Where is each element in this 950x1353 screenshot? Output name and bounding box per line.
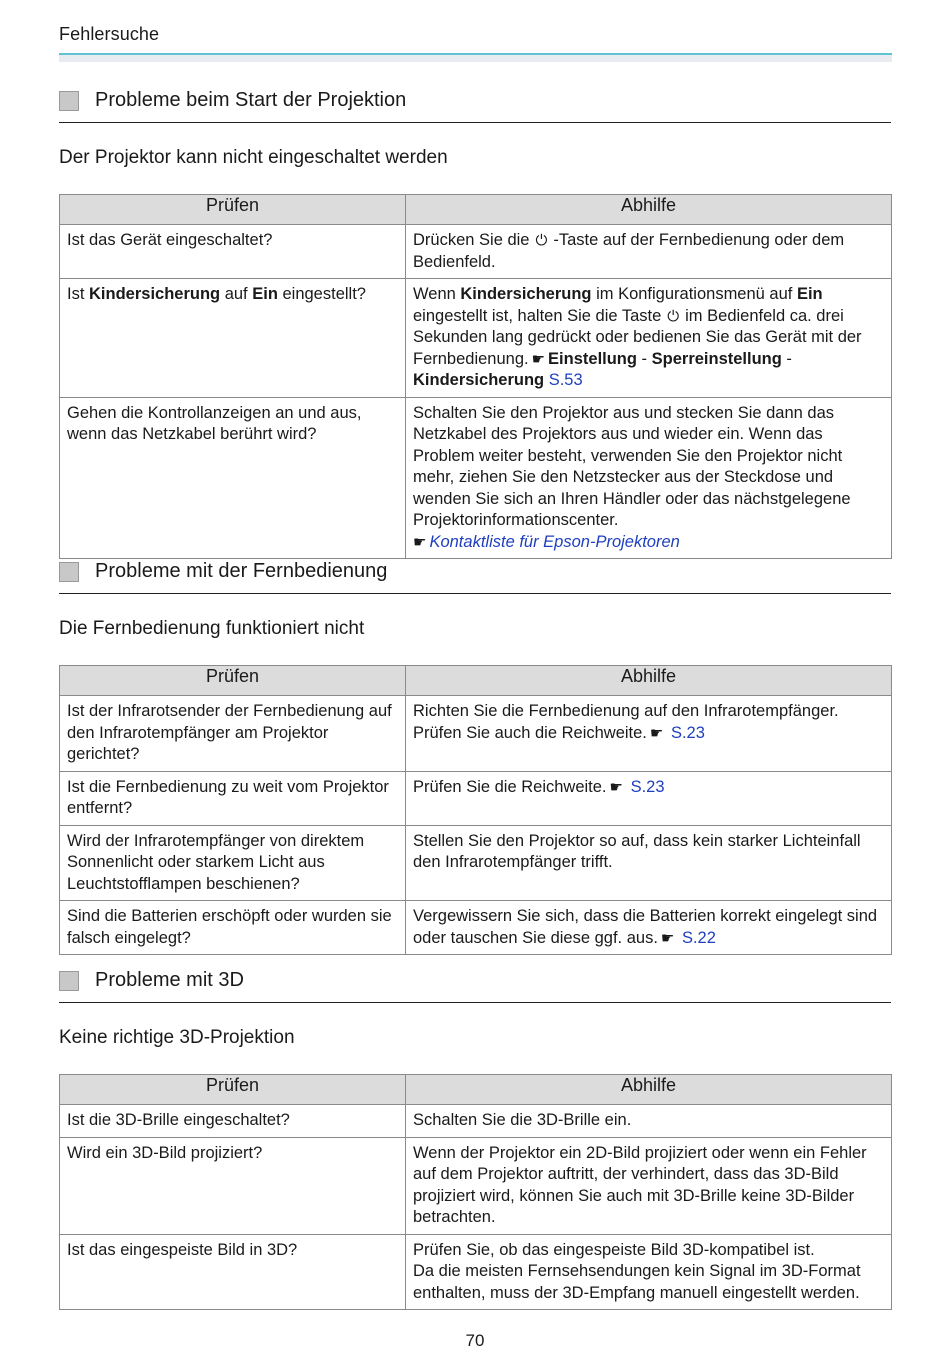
- remedy-cell: Stellen Sie den Projektor so auf, dass kein starker Lichteinfall den Infrarotempfänger trifft.: [406, 825, 892, 901]
- remedy-cell: [406, 901, 892, 955]
- menu-path-item: Kindersicherung: [413, 371, 545, 389]
- section-heading: [59, 85, 891, 123]
- remedy-cell: [406, 225, 892, 279]
- table-row: [60, 1105, 892, 1138]
- check-cell: Ist das eingespeiste Bild in 3D?: [60, 1234, 406, 1310]
- remedy-cell: [406, 696, 892, 772]
- table-row: [60, 696, 892, 772]
- power-icon: ⏻: [667, 307, 680, 325]
- page-header-title: Fehlersuche: [59, 24, 160, 44]
- table-header-row: [60, 195, 892, 225]
- column-header-remedy: Abhilfe: [406, 1075, 892, 1105]
- column-header-remedy: Abhilfe: [406, 195, 892, 225]
- column-header-check: Prüfen: [60, 195, 406, 225]
- check-cell: Wird ein 3D-Bild projiziert?: [60, 1137, 406, 1234]
- remedy-text: Wenn: [413, 285, 461, 303]
- menu-path-item: Sperreinstellung: [651, 349, 782, 368]
- pointing-hand-icon: ☛: [609, 778, 623, 796]
- subsection-title: Die Fernbedienung funktioniert nicht: [59, 618, 365, 639]
- check-cell: Ist das Gerät eingeschaltet?: [60, 225, 406, 279]
- check-cell: Wird der Infrarotempfänger von direktem Sonnenlicht oder starkem Licht aus Leuchtstofflampen beschienen?: [60, 825, 406, 901]
- troubleshooting-table: [59, 665, 892, 955]
- check-keyword: Ein: [252, 285, 278, 303]
- remedy-text: im Bedienfeld ca. drei Sekunden lang gedrückt oder bedienen Sie das Gerät mit der Fernbedienung.: [413, 306, 862, 368]
- pointing-hand-icon: ☛: [660, 929, 675, 947]
- menu-path-separator: -: [636, 349, 652, 368]
- page-reference-link[interactable]: S.23: [630, 777, 665, 796]
- page-number: 70: [465, 1331, 485, 1350]
- section-remote-problems: [59, 556, 891, 955]
- remedy-text: Drücken Sie die: [413, 231, 530, 249]
- section-title: Probleme mit 3D: [95, 969, 244, 991]
- remedy-text: Prüfen Sie die Reichweite.: [413, 777, 607, 796]
- check-cell: Ist der Infrarotsender der Fernbedienung auf den Infrarotempfänger am Projektor gerichtet?: [60, 696, 406, 772]
- subsection-title: Der Projektor kann nicht eingeschaltet werden: [59, 147, 448, 168]
- table-row: [60, 1137, 892, 1234]
- remedy-text: Schalten Sie den Projektor aus und stecken Sie dann das Netzkabel des Projektors aus und wieder ein. Wenn das Problem weiter besteht, verwenden Sie den Projektor nicht mehr, ziehen Sie den Netzstecker aus der Steckdose und wenden Sie sich an Ihren Händler oder das nächstgelegene Projektorinformationscenter.: [413, 403, 851, 529]
- table-row: [60, 279, 892, 398]
- pointing-hand-icon: ☛: [413, 533, 427, 551]
- check-cell: [60, 279, 406, 398]
- check-cell: Ist die Fernbedienung zu weit vom Projektor entfernt?: [60, 771, 406, 825]
- section-square-icon: [59, 91, 79, 111]
- page-reference-link[interactable]: S.22: [681, 928, 716, 947]
- section-title: Probleme beim Start der Projektion: [95, 89, 407, 111]
- check-cell: Gehen die Kontrollanzeigen an und aus, wenn das Netzkabel berührt wird?: [60, 397, 406, 559]
- section-heading: [59, 965, 891, 1003]
- remedy-keyword: Kindersicherung: [460, 285, 592, 303]
- section-start-problems: [59, 85, 891, 559]
- column-header-check: Prüfen: [60, 1075, 406, 1105]
- check-text: auf: [220, 285, 253, 303]
- menu-path-separator: -: [781, 349, 792, 368]
- remedy-cell: [406, 1234, 892, 1310]
- remedy-text: Prüfen Sie, ob das eingespeiste Bild 3D-kompatibel ist.: [413, 1240, 815, 1259]
- remedy-keyword: Ein: [796, 285, 823, 303]
- section-square-icon: [59, 562, 79, 582]
- page-reference-link[interactable]: S.53: [548, 371, 583, 389]
- power-icon: ⏻: [535, 232, 548, 249]
- check-keyword: Kindersicherung: [89, 285, 221, 303]
- table-row: [60, 901, 892, 955]
- remedy-text: Richten Sie die Fernbedienung auf den Infrarotempfänger. Prüfen Sie auch die Reichweite.: [413, 702, 839, 742]
- contact-list-link[interactable]: Kontaktliste für Epson-Projektoren: [429, 532, 680, 551]
- table-row: [60, 1234, 892, 1310]
- troubleshooting-table: [59, 1074, 892, 1310]
- remedy-text: im Konfigurationsmenü auf: [591, 285, 797, 303]
- section-heading: [59, 556, 891, 594]
- check-cell: Sind die Batterien erschöpft oder wurden sie falsch eingelegt?: [60, 901, 406, 955]
- table-header-row: [60, 1075, 892, 1105]
- remedy-cell: [406, 771, 892, 825]
- table-row: [60, 825, 892, 901]
- remedy-text: Da die meisten Fernsehsendungen kein Signal im 3D-Format enthalten, muss der 3D-Empfang manuell eingestellt werden.: [413, 1262, 861, 1302]
- table-row: [60, 225, 892, 279]
- page-reference-link[interactable]: S.23: [670, 723, 705, 742]
- table-row: [60, 397, 892, 559]
- remedy-cell: Wenn der Projektor ein 2D-Bild projiziert oder wenn ein Fehler auf dem Projektor auftritt, der verhindert, dass das 3D-Bild projiziert wird, können Sie auch mit 3D-Brille keine 3D-Bilder betrachten.: [406, 1137, 892, 1234]
- check-text: eingestellt?: [277, 285, 366, 303]
- column-header-remedy: Abhilfe: [406, 666, 892, 696]
- check-text: Ist: [67, 285, 90, 303]
- section-3d-problems: [59, 965, 891, 1310]
- check-cell: Ist die 3D-Brille eingeschaltet?: [60, 1105, 406, 1138]
- menu-path-item: Einstellung: [548, 349, 637, 368]
- subsection-title: Keine richtige 3D-Projektion: [59, 1027, 295, 1048]
- section-title: Probleme mit der Fernbedienung: [95, 560, 388, 582]
- remedy-cell: Schalten Sie die 3D-Brille ein.: [406, 1105, 892, 1138]
- troubleshooting-table: [59, 194, 892, 559]
- remedy-text: Vergewissern Sie sich, dass die Batterien korrekt eingelegt sind oder tauschen Sie diese ggf. aus.: [413, 907, 878, 947]
- remedy-text: -Taste auf der Fernbedienung oder dem Bedienfeld.: [413, 231, 845, 271]
- pointing-hand-icon: ☛: [649, 724, 664, 742]
- table-row: [60, 771, 892, 825]
- pointing-hand-icon: ☛: [531, 350, 546, 368]
- remedy-cell: [406, 397, 892, 559]
- section-square-icon: [59, 971, 79, 991]
- header-bar: [59, 53, 892, 62]
- remedy-text: eingestellt ist, halten Sie die Taste: [413, 306, 662, 325]
- column-header-check: Prüfen: [60, 666, 406, 696]
- table-header-row: [60, 666, 892, 696]
- remedy-cell: [406, 279, 892, 398]
